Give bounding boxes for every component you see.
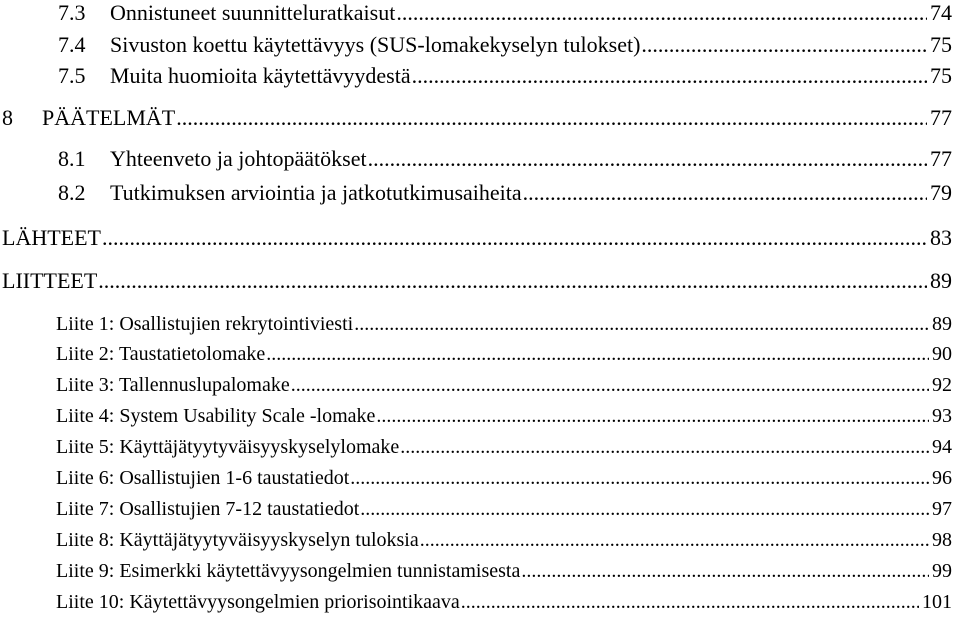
toc-entry-page: 92	[932, 374, 952, 396]
toc-entry-lahteet[interactable]	[2, 225, 952, 255]
toc-entry-title: Yhteenveto ja johtopäätökset	[110, 146, 367, 171]
toc-entry-page: 74	[930, 0, 952, 25]
dot-leader	[376, 405, 929, 428]
toc-entry-8-1[interactable]	[58, 146, 952, 176]
dot-leader	[461, 591, 919, 614]
toc-entry-7-5[interactable]	[58, 63, 952, 93]
toc-entry-number: 8.2	[58, 180, 86, 205]
toc-entry-liite-10[interactable]	[56, 591, 952, 621]
toc-entry-title: Liite 5: Käyttäjätyytyväisyyskyselylomake	[56, 436, 400, 458]
toc-entry-title: Liite 1: Osallistujien rekrytointiviesti	[56, 313, 354, 335]
toc-entry-page: 98	[932, 529, 952, 551]
dot-leader	[400, 436, 929, 459]
toc-entry-7-3[interactable]	[58, 0, 952, 30]
toc-entry-liite-6[interactable]	[56, 467, 952, 497]
toc-entry-liite-2[interactable]	[56, 343, 952, 373]
toc-entry-8[interactable]	[2, 105, 952, 135]
toc-entry-liite-8[interactable]	[56, 529, 952, 559]
toc-entry-page: 75	[930, 63, 952, 88]
toc-entry-title: LÄHTEET	[2, 225, 101, 250]
toc-entry-page: 89	[930, 268, 952, 293]
toc-entry-title: Onnistuneet suunnitteluratkaisut	[110, 0, 396, 25]
toc-entry-title: PÄÄTELMÄT	[42, 105, 176, 130]
toc-entry-page: 79	[930, 180, 952, 205]
toc-entry-number: 7.5	[58, 63, 86, 88]
dot-leader	[176, 105, 927, 131]
toc-entry-page: 83	[930, 225, 952, 250]
toc-entry-page: 101	[922, 591, 952, 613]
toc-entry-page: 96	[932, 467, 952, 489]
toc-entry-title: Muita huomioita käytettävyydestä	[110, 63, 411, 88]
toc-entry-liite-9[interactable]	[56, 560, 952, 590]
toc-entry-page: 93	[932, 405, 952, 427]
toc-entry-title: Liite 2: Taustatietolomake	[56, 343, 266, 365]
toc-entry-liite-3[interactable]	[56, 374, 952, 404]
toc-entry-title: Liite 9: Esimerkki käytettävyysongelmien tunnistamisesta	[56, 560, 521, 582]
dot-leader	[641, 32, 927, 58]
dot-leader	[102, 225, 927, 251]
toc-entry-title: Liite 4: System Usability Scale -lomake	[56, 405, 376, 427]
dot-leader	[396, 0, 927, 26]
dot-leader	[266, 343, 929, 366]
toc-entry-page: 89	[932, 313, 952, 335]
toc-entry-8-2[interactable]	[58, 180, 952, 210]
toc-entry-page: 94	[932, 436, 952, 458]
dot-leader	[350, 467, 929, 490]
dot-leader	[98, 268, 927, 294]
toc-entry-liite-1[interactable]	[56, 313, 952, 343]
toc-entry-title: Tutkimuksen arviointia ja jatkotutkimusaiheita	[110, 180, 522, 205]
toc-entry-title: Liite 8: Käyttäjätyytyväisyyskyselyn tuloksia	[56, 529, 419, 551]
dot-leader	[354, 313, 929, 336]
dot-leader	[420, 529, 929, 552]
toc-entry-liite-4[interactable]	[56, 405, 952, 435]
toc-entry-title: Liite 3: Tallennuslupalomake	[56, 374, 290, 396]
toc-entry-page: 75	[930, 32, 952, 57]
toc-entry-page: 90	[932, 343, 952, 365]
toc-entry-number: 7.4	[58, 32, 86, 57]
toc-entry-7-4[interactable]	[58, 32, 952, 62]
toc-entry-liite-5[interactable]	[56, 436, 952, 466]
toc-entry-title: Liite 10: Käytettävyysongelmien priorisointikaava	[56, 591, 460, 613]
toc-entry-page: 77	[930, 146, 952, 171]
toc-entry-title: Liite 6: Osallistujien 1-6 taustatiedot	[56, 467, 350, 489]
toc-entry-page: 99	[932, 560, 952, 582]
dot-leader	[368, 146, 927, 172]
toc-entry-number: 8	[2, 105, 13, 130]
toc-entry-liitteet[interactable]	[2, 268, 952, 298]
toc-entry-number: 8.1	[58, 146, 86, 171]
toc-entry-page: 77	[930, 105, 952, 130]
toc-entry-title: LIITTEET	[2, 268, 98, 293]
dot-leader	[521, 560, 929, 583]
toc-entry-liite-7[interactable]	[56, 498, 952, 528]
dot-leader	[412, 63, 927, 89]
dot-leader	[523, 180, 927, 206]
toc-entry-title: Liite 7: Osallistujien 7-12 taustatiedot	[56, 498, 360, 520]
toc-entry-page: 97	[932, 498, 952, 520]
toc-entry-number: 7.3	[58, 0, 86, 25]
toc-entry-title: Sivuston koettu käytettävyys (SUS-lomakekyselyn tulokset)	[110, 32, 641, 57]
dot-leader	[291, 374, 929, 397]
dot-leader	[360, 498, 929, 521]
